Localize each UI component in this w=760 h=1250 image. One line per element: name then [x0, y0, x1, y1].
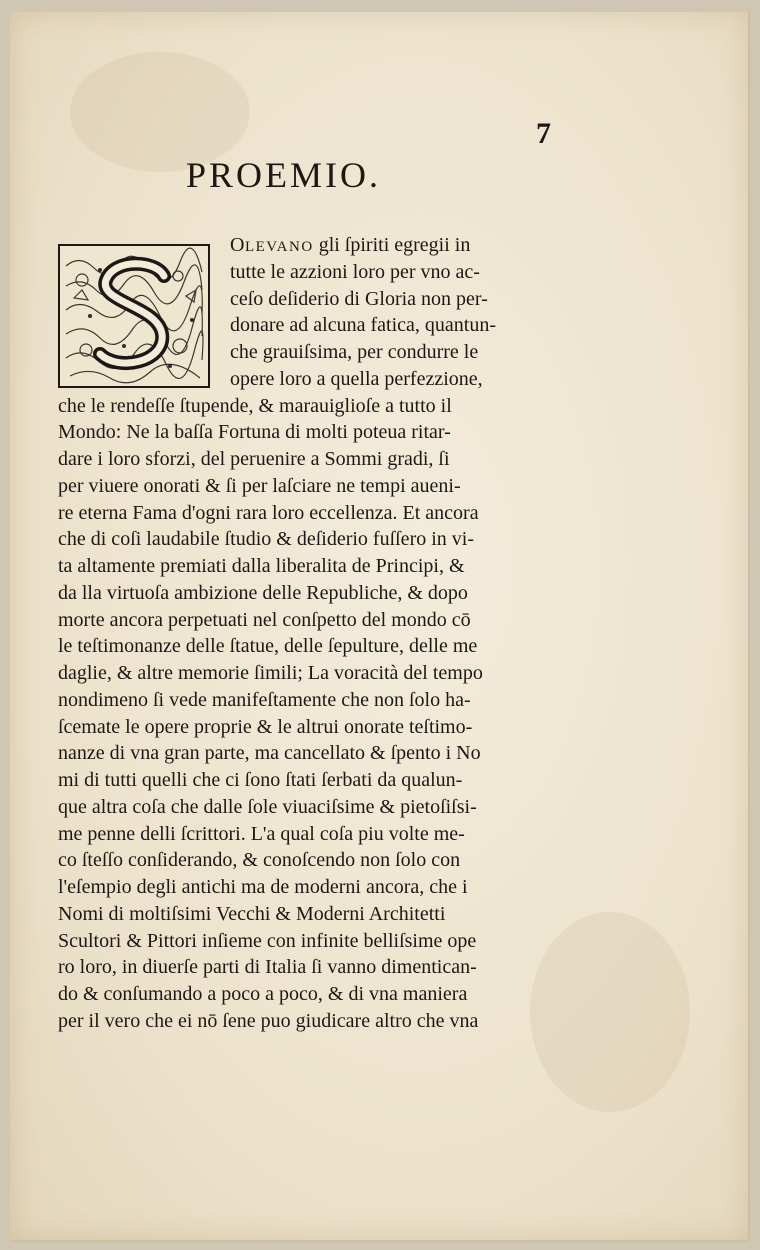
text-line: che grauiſsima, per condurre le: [230, 341, 479, 363]
text-line: [58, 232, 546, 259]
text-line: le teſtimonanze delle ſtatue, delle ſepulture, delle me: [58, 635, 478, 658]
text-line: da lla virtuoſa ambizione delle Republiche, & dopo: [58, 581, 468, 604]
text-line: Mondo: Ne la baſſa Fortuna di molti poteua ritar-: [58, 421, 451, 444]
text-line: tutte le azzioni loro per vno ac-: [230, 260, 480, 283]
text-line: ta altamente premiati dalla liberalita de Principi, &: [58, 555, 465, 577]
text-line: daglie, & altre memorie ſimili; La voracità del tempo: [58, 662, 483, 684]
text-line: morte ancora perpetuati nel conſpetto del mondo cō: [58, 608, 471, 631]
text-line: per il vero che ei nō ſene puo giudicare altro che vna: [58, 1009, 479, 1032]
text-line: re eterna Fama d'ogni rara loro eccellenza. Et ancora: [58, 501, 479, 524]
text-line: co ſteſſo conſiderando, & conoſcendo non ſolo con: [58, 849, 461, 872]
page-title: PROEMIO.: [186, 155, 382, 195]
text-line: che le rendeſſe ſtupende, & marauiglioſe a tutto il: [58, 394, 452, 417]
text-line: dare i loro sforzi, del peruenire a Sommi gradi, ſi: [58, 448, 450, 470]
paper-stain: [530, 912, 690, 1112]
text-line: opere loro a quella perfezzione,: [230, 367, 483, 390]
proem-body-text: [58, 232, 546, 1035]
text-line: me penne delli ſcrittori. L'a qual coſa piu volte me-: [58, 822, 465, 845]
text-line: nanze di vna gran parte, ma cancellato & ſpento i No: [58, 742, 481, 765]
text-line: donare ad alcuna fatica, quantun-: [230, 314, 496, 337]
text-line: per viuere onorati & ſi per laſciare ne tempi aueni-: [58, 474, 461, 497]
text-line: do & conſumando a poco a poco, & di vna maniera: [58, 983, 468, 1005]
text-line: nondimeno ſi vede manifeſtamente che non ſolo ha-: [58, 688, 471, 711]
text-line: ceſo deſiderio di Gloria non per-: [230, 287, 488, 310]
text-line: che di coſi laudabile ſtudio & deſiderio fuſſero in vi-: [58, 528, 474, 551]
text-line: Nomi di moltiſsimi Vecchi & Moderni Architetti: [58, 902, 446, 925]
text-line: l'eſempio degli antichi ma de moderni ancora, che i: [58, 876, 468, 898]
first-line-rest: gli ſpiriti egregii in: [313, 234, 471, 256]
text-line: que altra coſa che dalle ſole viuaciſsime & pietoſiſsi-: [58, 795, 477, 818]
first-word-smallcaps: LEVANO: [244, 239, 314, 255]
text-line: ſcemate le opere proprie & le altrui onorate teſtimo-: [58, 715, 473, 738]
text-line: ro loro, in diuerſe parti di Italia ſi vanno dimentican-: [58, 956, 477, 979]
text-line: Scultori & Pittori inſieme con infinite belliſsime ope: [58, 929, 477, 952]
page-number: 7: [536, 117, 551, 150]
text-line: mi di tutti quelli che ci ſono ſtati ſerbati da qualun-: [58, 769, 463, 791]
first-letter: O: [230, 234, 245, 256]
